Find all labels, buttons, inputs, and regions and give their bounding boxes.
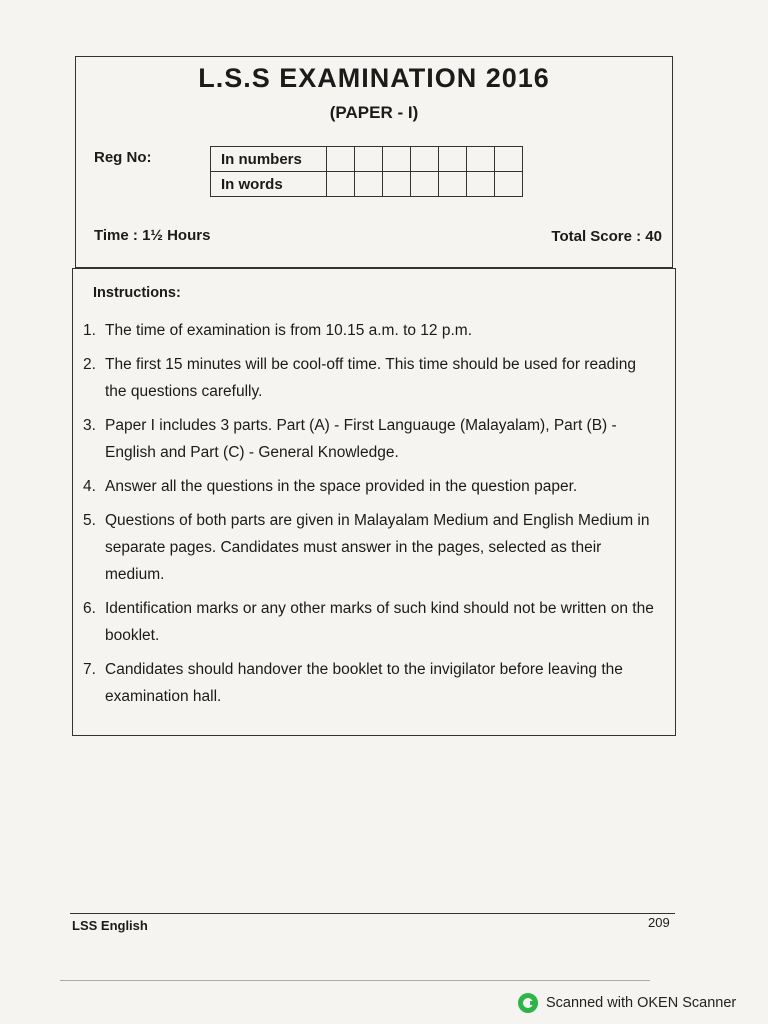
- reg-digit-cell[interactable]: [383, 147, 411, 172]
- instruction-number: 6.: [83, 600, 96, 617]
- instructions-heading: Instructions:: [93, 285, 181, 301]
- time-label: Time : 1½ Hours: [94, 227, 211, 244]
- instruction-number: 7.: [83, 661, 96, 678]
- total-score-label: Total Score : 40: [551, 228, 662, 245]
- instruction-item: [73, 656, 677, 710]
- instruction-number: 5.: [83, 512, 96, 529]
- instruction-item: [73, 351, 677, 405]
- page-bottom-edge: [60, 980, 650, 981]
- reg-digit-cell[interactable]: [495, 147, 523, 172]
- scanner-watermark-text: Scanned with OKEN Scanner: [546, 995, 737, 1011]
- paper-label: (PAPER - I): [329, 103, 419, 122]
- instruction-item: [73, 507, 677, 588]
- oken-scanner-logo-icon: [518, 993, 538, 1013]
- footer-divider: [70, 913, 675, 914]
- instruction-text: Identification marks or any other marks of such kind should not be written on the booklet.: [105, 600, 654, 644]
- instruction-text: Candidates should handover the booklet to the invigilator before leaving the examination hall.: [105, 661, 623, 705]
- instructions-list: [73, 317, 677, 717]
- reg-digit-cell[interactable]: [439, 147, 467, 172]
- instruction-number: 2.: [83, 356, 96, 373]
- reg-digit-cell[interactable]: [411, 147, 439, 172]
- reg-digit-cell[interactable]: [467, 147, 495, 172]
- scanner-watermark: [518, 992, 736, 1014]
- reg-word-cell[interactable]: [327, 172, 355, 197]
- reg-no-table: [210, 146, 523, 197]
- reg-row-label: In numbers: [211, 147, 327, 172]
- exam-title: L.S.S EXAMINATION 2016: [198, 63, 550, 93]
- instruction-item: [73, 412, 677, 466]
- instruction-number: 3.: [83, 417, 96, 434]
- footer-subject: LSS English: [72, 918, 148, 933]
- reg-row-words: [211, 172, 523, 197]
- instruction-text: Questions of both parts are given in Malayalam Medium and English Medium in separate pages. Candidates must answer in the pages, selected as their medium.: [105, 512, 650, 583]
- reg-word-cell[interactable]: [355, 172, 383, 197]
- reg-digit-cell[interactable]: [327, 147, 355, 172]
- instruction-text: The first 15 minutes will be cool-off time. This time should be used for reading the questions carefully.: [105, 356, 636, 400]
- instruction-item: [73, 317, 677, 344]
- reg-no-label: Reg No:: [94, 149, 152, 166]
- reg-word-cell[interactable]: [495, 172, 523, 197]
- exam-header-box: [75, 56, 673, 268]
- instruction-text: Paper I includes 3 parts. Part (A) - First Languauge (Malayalam), Part (B) - English and Part (C) - General Knowledge.: [105, 417, 617, 461]
- reg-word-cell[interactable]: [383, 172, 411, 197]
- instruction-number: 4.: [83, 478, 96, 495]
- instructions-box: [72, 268, 676, 736]
- reg-word-cell[interactable]: [439, 172, 467, 197]
- instruction-text: The time of examination is from 10.15 a.m. to 12 p.m.: [105, 322, 472, 339]
- reg-row-numbers: [211, 147, 523, 172]
- instruction-item: [73, 473, 677, 500]
- page-number: 209: [648, 915, 670, 930]
- reg-word-cell[interactable]: [411, 172, 439, 197]
- instruction-item: [73, 595, 677, 649]
- reg-word-cell[interactable]: [467, 172, 495, 197]
- instruction-number: 1.: [83, 322, 96, 339]
- instruction-text: Answer all the questions in the space provided in the question paper.: [105, 478, 578, 495]
- reg-digit-cell[interactable]: [355, 147, 383, 172]
- reg-row-label: In words: [211, 172, 327, 197]
